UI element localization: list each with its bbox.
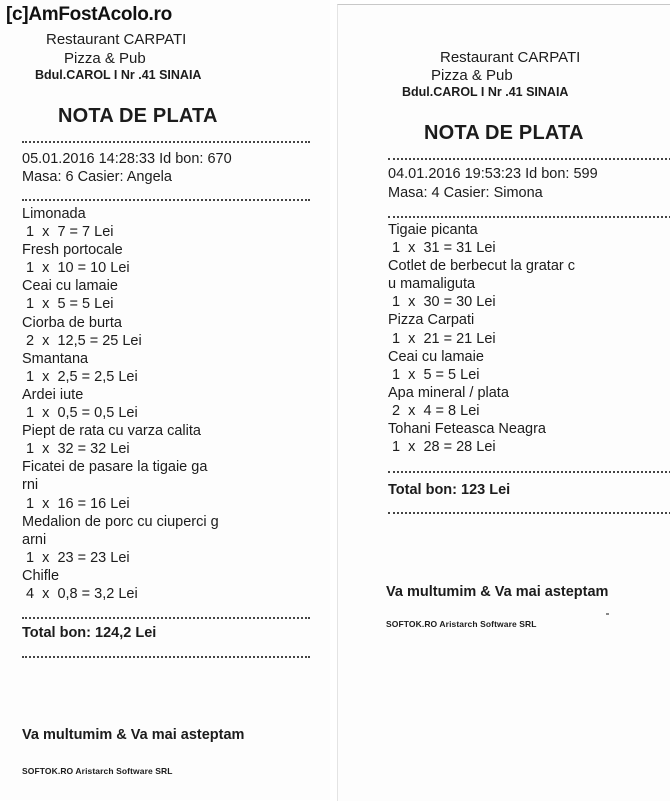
receipt-title: NOTA DE PLATA (58, 105, 218, 127)
software-credit: SOFTOK.RO Aristarch Software SRL (22, 766, 173, 776)
receipt-title: NOTA DE PLATA (424, 122, 584, 144)
item-line: Fresh portocale (22, 242, 123, 259)
item-line: 1 x 30 = 30 Lei (388, 294, 496, 311)
separator (388, 158, 670, 160)
separator (22, 141, 310, 143)
restaurant-name: Restaurant CARPATI (46, 31, 187, 48)
item-line: 1 x 21 = 21 Lei (388, 330, 496, 347)
item-line: 1 x 5 = 5 Lei (22, 296, 114, 313)
separator (22, 656, 310, 658)
restaurant-address: Bdul.CAROL I Nr .41 SINAIA (402, 85, 569, 99)
separator (388, 471, 670, 473)
item-line: 1 x 23 = 23 Lei (22, 549, 130, 566)
receipt-table-cashier: Masa: 6 Casier: Angela (22, 169, 172, 185)
item-list (22, 205, 219, 603)
restaurant-name: Restaurant CARPATI (440, 49, 581, 66)
item-line: Ficatei de pasare la tigaie ga (22, 459, 208, 476)
item-line: 4 x 0,8 = 3,2 Lei (22, 585, 138, 602)
item-line: Pizza Carpati (388, 312, 475, 329)
item-line: Smantana (22, 350, 89, 367)
item-line: Limonada (22, 206, 86, 222)
restaurant-address: Bdul.CAROL I Nr .41 SINAIA (35, 68, 202, 82)
item-line: 1 x 5 = 5 Lei (388, 366, 480, 383)
receipt-datetime-id: 05.01.2016 14:28:33 Id bon: 670 (22, 151, 232, 167)
item-line: u mamaliguta (388, 276, 476, 293)
item-line: Ciorba de burta (22, 314, 122, 331)
item-line: Chifle (22, 567, 60, 584)
item-line: rni (22, 477, 39, 494)
receipt-total: Total bon: 123 Lei (388, 482, 511, 498)
item-line: Ceai cu lamaie (22, 278, 118, 295)
restaurant-subtitle: Pizza & Pub (64, 50, 146, 67)
item-line: 1 x 7 = 7 Lei (22, 224, 114, 241)
receipt-table-cashier: Masa: 4 Casier: Simona (388, 185, 543, 201)
receipt-left (0, 0, 330, 800)
item-line: Ceai cu lamaie (388, 348, 484, 365)
item-line: Tigaie picanta (388, 222, 478, 238)
item-line: Ardei iute (22, 386, 84, 403)
receipt-total: Total bon: 124,2 Lei (22, 625, 157, 641)
item-line: 1 x 10 = 10 Lei (22, 260, 130, 277)
separator (388, 216, 670, 218)
separator (388, 512, 670, 514)
item-line: Apa mineral / plata (388, 384, 509, 401)
item-line: 1 x 28 = 28 Lei (388, 439, 496, 456)
item-line: 1 x 2,5 = 2,5 Lei (22, 368, 138, 385)
watermark: [c]AmFostAcolo.ro (6, 4, 172, 25)
item-line: Piept de rata cu varza calita (22, 423, 201, 440)
item-line: Cotlet de berbecut la gratar c (388, 258, 575, 275)
thank-you-message: Va multumim & Va mai asteptam (22, 727, 245, 743)
item-line: 1 x 16 = 16 Lei (22, 495, 130, 512)
restaurant-subtitle: Pizza & Pub (431, 67, 513, 84)
item-line: 2 x 4 = 8 Lei (388, 402, 480, 419)
paper-speck (606, 613, 609, 615)
item-list (388, 221, 575, 456)
separator (22, 199, 310, 201)
thank-you-message: Va multumim & Va mai asteptam (386, 584, 609, 600)
software-credit: SOFTOK.RO Aristarch Software SRL (386, 619, 537, 629)
item-line: arni (22, 531, 47, 548)
item-line: Tohani Feteasca Neagra (388, 421, 546, 438)
receipt-datetime-id: 04.01.2016 19:53:23 Id bon: 599 (388, 166, 598, 182)
item-line: Medalion de porc cu ciuperci g (22, 513, 219, 530)
receipt-right (337, 4, 670, 801)
item-line: 1 x 0,5 = 0,5 Lei (22, 405, 138, 422)
item-line: 2 x 12,5 = 25 Lei (22, 332, 142, 349)
item-line: 1 x 31 = 31 Lei (388, 240, 496, 257)
item-line: 1 x 32 = 32 Lei (22, 441, 130, 458)
separator (22, 617, 310, 619)
